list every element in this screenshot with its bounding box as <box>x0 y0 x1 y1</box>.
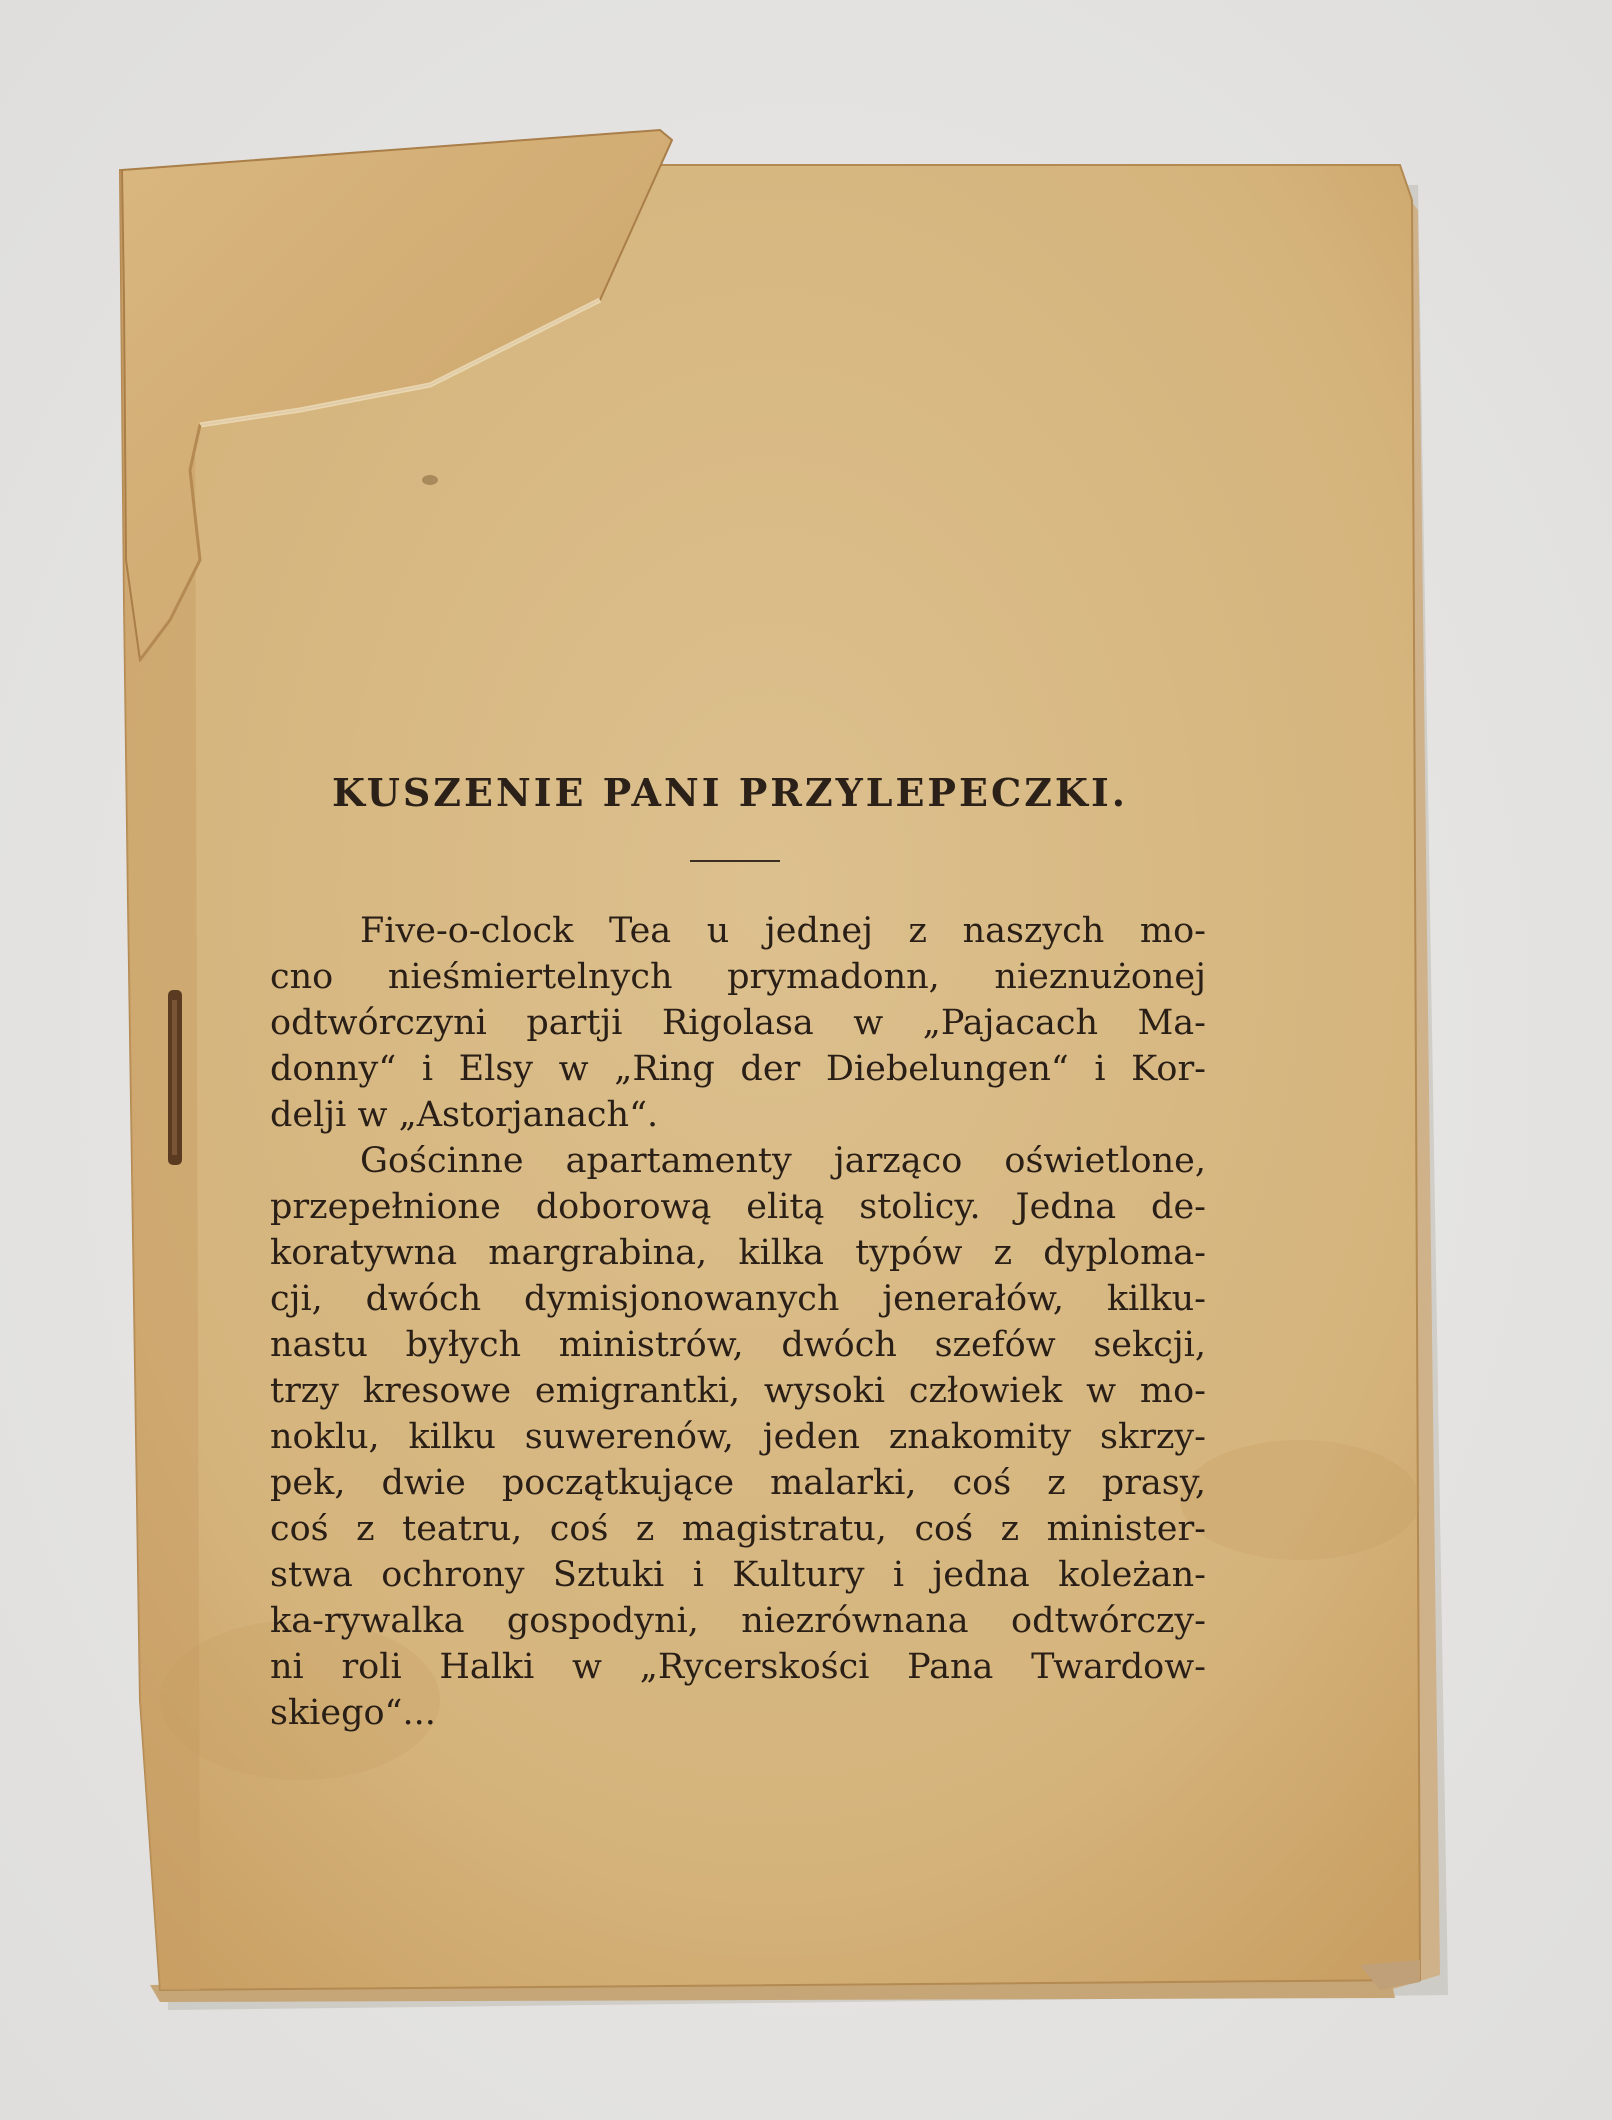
text-line: cji, dwóch dymisjonowanych jenerałów, kilku- <box>270 1279 1206 1319</box>
text-line: skiego“... <box>270 1693 436 1733</box>
text-line: pek, dwie początkujące malarki, coś z prasy, <box>270 1463 1206 1503</box>
text-line: noklu, kilku suwerenów, jeden znakomity skrzy- <box>270 1417 1206 1457</box>
title-rule <box>690 860 780 862</box>
body-text <box>270 908 1206 1736</box>
text-line: stwa ochrony Sztuki i Kultury i jedna koleżan- <box>270 1555 1206 1595</box>
text-line: ka-rywalka gospodyni, niezrównana odtwórczy- <box>270 1601 1206 1641</box>
text-line: Five-o-clock Tea u jednej z naszych mo- <box>360 911 1206 951</box>
text-line: donny“ i Elsy w „Ring der Diebelungen“ i Kor- <box>270 1049 1206 1089</box>
text-line: coś z teatru, coś z magistratu, coś z minister- <box>270 1509 1206 1549</box>
text-line: ni roli Halki w „Rycerskości Pana Twardow- <box>270 1647 1206 1687</box>
text-line: delji w „Astorjanach“. <box>270 1095 659 1135</box>
text-line: koratywna margrabina, kilka typów z dyploma- <box>270 1233 1206 1273</box>
text-line: przepełnione doborową elitą stolicy. Jedna de- <box>270 1187 1206 1227</box>
text-line: cno nieśmiertelnych prymadonn, nieznużonej <box>270 957 1206 997</box>
text-line: nastu byłych ministrów, dwóch szefów sekcji, <box>270 1325 1206 1365</box>
text-line: Gościnne apartamenty jarząco oświetlone, <box>360 1141 1206 1181</box>
text-line: odtwórczyni partji Rigolasa w „Pajacach Ma- <box>270 1003 1206 1043</box>
text-line: trzy kresowe emigrantki, wysoki człowiek w mo- <box>270 1371 1206 1411</box>
page-title: KUSZENIE PANI PRZYLEPECZKI. <box>332 770 1128 815</box>
